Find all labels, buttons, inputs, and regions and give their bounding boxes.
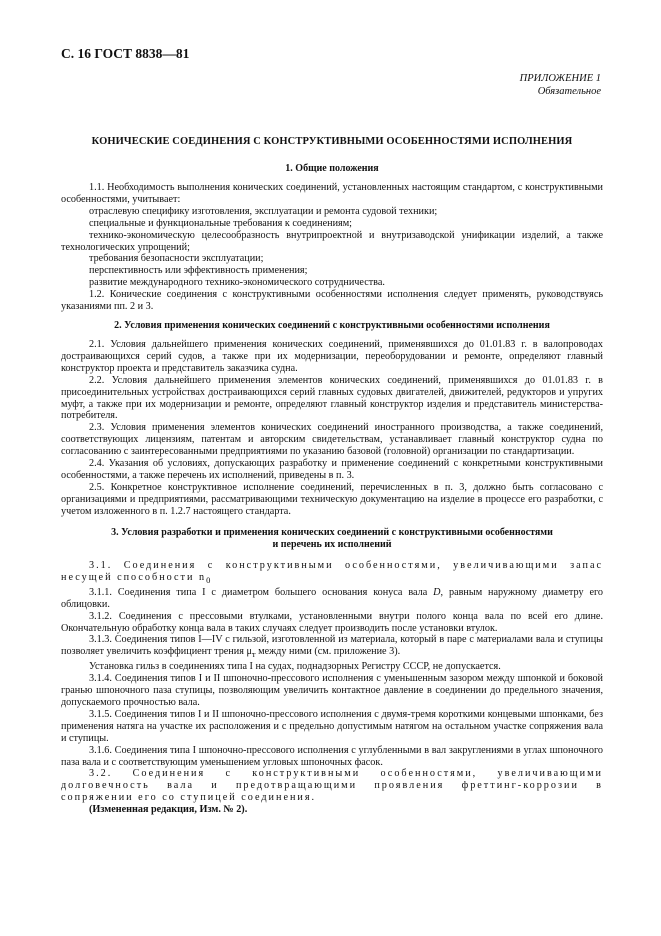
paragraph-3-1-2: 3.1.2. Соединения с прессовыми втулками, установленными внутри полого конца вала по всей его длине. Окончательную обработку конца вала в таких случаях следует производить после установки втулок. xyxy=(61,610,603,634)
section-3-heading-line-1: 3. Условия разработки и применения конических соединений с конструктивными особенностями xyxy=(111,527,553,538)
paragraph-3-1-3 xyxy=(61,634,603,661)
section-3-heading-line-2: и перечень их исполнений xyxy=(272,539,392,550)
amendment-note: (Измененная редакция, Изм. № 2). xyxy=(89,804,248,816)
paragraph: 2.3. Условия применения элементов конических соединений иностранного производства, а также соединений, соответствующих лицензиям, патентам и авторским свидетельствам, устанавливает главный конструктор судна по согласованию с заинтересованными предприятиями по указанию базовой (головной) организации по стандартизации. xyxy=(61,422,603,458)
section-2-heading: 2. Условия применения конических соединений с конструктивными особенностями исполнения xyxy=(114,320,550,331)
paragraph: 2.5. Конкретное конструктивное исполнение соединений, перечисленных в п. 3, должно быть согласовано с организациями и предприятиями, рассматривающими техническую документацию на изделие в процессе его разработки, с учетом изложенного в п. 1.2.7 настоящего стандарта. xyxy=(61,481,603,517)
text: 3.1.3. Соединения типов I—IV с гильзой, изготовленной из материала, который в паре с материалами вала и ступицы позволяет увеличить коэффициент трения μ xyxy=(61,634,603,658)
list-item: специальные и функциональные требования к соединениям; xyxy=(89,217,353,229)
text: 3.1.1. Соединения типа I с диаметром большего основания конуса вала xyxy=(89,586,434,598)
subscript: т xyxy=(251,649,256,660)
paragraph-3-1-5: 3.1.5. Соединения типов I и II шпоночно-прессового исполнения с двумя-тремя короткими концевыми шпонками, без применения натяга на участке их расположения и с предельно допустимым натягом на остальном участке сопряжения вала и ступицы. xyxy=(61,708,603,744)
list-item: технико-экономическую целесообразность внутрипроектной и внутризаводской унификации изделий, а также технологических упрощений; xyxy=(61,229,603,253)
appendix-label: ПРИЛОЖЕНИЕ 1 xyxy=(519,73,601,84)
appendix-status: Обязательное xyxy=(537,86,601,97)
text: между ними (см. приложение 3). xyxy=(255,646,401,658)
paragraph: 2.4. Указания об условиях, допускающих разработку и применение соединений с конкретными конструктивными особенностями, а также перечень их исполнений, приведены в п. 3. xyxy=(61,458,603,481)
paragraph-3-1-3-note: Установка гильз в соединениях типа I на судах, поднадзорных Регистру СССР, не допускается. xyxy=(89,661,501,673)
section-3-body xyxy=(61,560,603,816)
paragraph: 1.1. Необходимость выполнения конических соединений, установленных настоящим стандартом, с конструктивными особенностями, учитывает: xyxy=(61,182,603,205)
paragraph-3-1-1 xyxy=(61,587,603,611)
appendix-label-block xyxy=(520,72,601,98)
list-item: отраслевую специфику изготовления, эксплуатации и ремонта судовой техники; xyxy=(89,205,438,217)
variable: D xyxy=(433,586,441,598)
section-1-heading: 1. Общие положения xyxy=(285,163,379,174)
list-item: требования безопасности эксплуатации; xyxy=(89,253,264,265)
text: , равным наружному диаметру его облицовки. xyxy=(61,586,603,610)
appendix-title: КОНИЧЕСКИЕ СОЕДИНЕНИЯ С КОНСТРУКТИВНЫМИ ОСОБЕННОСТЯМИ ИСПОЛНЕНИЯ xyxy=(91,136,573,147)
paragraph: 1.2. Конические соединения с конструктивными особенностями исполнения следует применять, руководствуясь указаниями пп. 2 и 3. xyxy=(61,289,603,313)
paragraph-3-1-text: 3.1. Соединения с конструктивными особенностями, увеличивающими запас несущей способности n xyxy=(61,560,603,583)
list-item: перспективность или эффективность применения; xyxy=(89,265,308,277)
list-item: развитие международного технико-экономического сотрудничества. xyxy=(89,277,385,289)
page-header: С. 16 ГОСТ 8838—81 xyxy=(61,46,190,61)
paragraph-3-1 xyxy=(61,560,603,587)
section-3-heading xyxy=(61,527,603,551)
paragraph: 2.1. Условия дальнейшего применения конических соединений, применявшихся до 01.01.83 г. в валопроводах достраивающихся серий судов, а также при их модернизации, переоборудовании и ремонте, определяют главный конструктор проекта и представитель заказчика судна. xyxy=(61,339,603,374)
paragraph-3-1-6: 3.1.6. Соединения типа I шпоночно-прессового исполнения с углубленными в вал закруглениями в углах шпоночного паза вала и с соответствующим уменьшением угловых шпоночных фасок. xyxy=(61,744,603,768)
paragraph: 2.2. Условия дальнейшего применения элементов конических соединений, применявшихся до 01.01.83 г. в присоединительных устройствах достраивающихся серий главных судовых двигателей, движителей, редукторов и упругих муфт, а также при их модернизации и ремонте, определяют главный конструктор изделия и представитель министерства-потребителя. xyxy=(61,374,603,422)
paragraph-3-2: 3.2. Соединения с конструктивными особенностями, увеличивающими долговечность вала и предотвращающими проявления фреттинг-коррозии в сопряжении его со ступицей соединения. xyxy=(61,768,603,804)
paragraph-3-1-4: 3.1.4. Соединения типов I и II шпоночно-прессового исполнения с уменьшенным зазором между шпонкой и боковой гранью шпоночного паза ступицы, позволяющим увеличить контактное давление в соединении до предельного значения, допускаемого прочностью вала. xyxy=(61,673,603,709)
section-1-body xyxy=(61,182,603,313)
section-2-body xyxy=(61,339,603,518)
subscript: 0 xyxy=(206,574,213,585)
